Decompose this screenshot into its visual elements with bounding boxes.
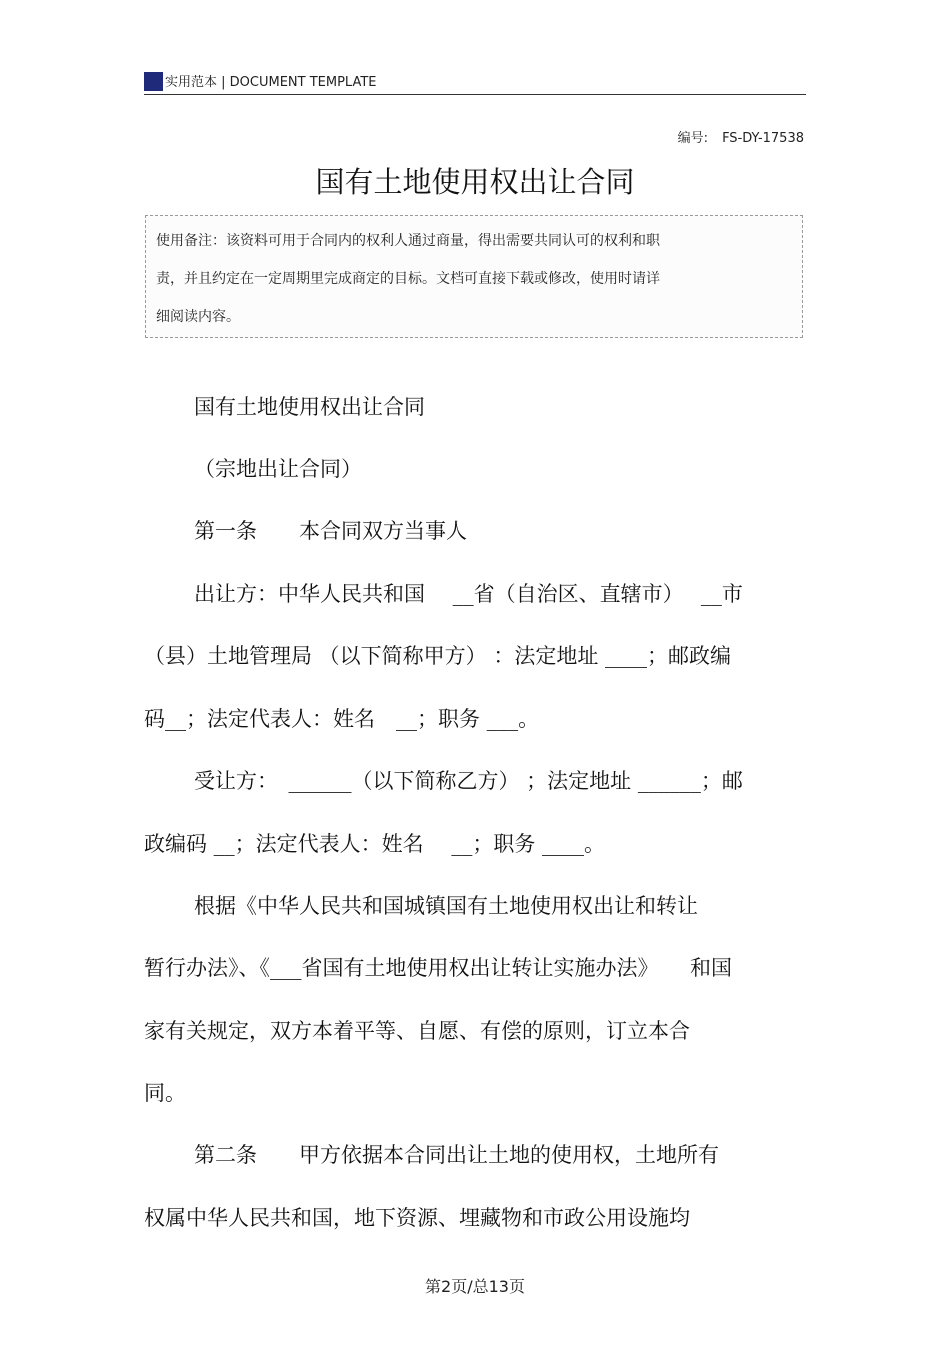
header-logo-square <box>144 72 163 91</box>
document-number-value: FS-DY-17538 <box>722 131 804 146</box>
document-title: 国有土地使用权出让合同 <box>315 165 635 199</box>
paragraph-line: 出让方：中华人民共和国 __省（自治区、直辖市） __市 <box>194 582 743 606</box>
contract-type: （宗地出让合同） <box>194 457 362 481</box>
paragraph-line: 受让方： ______（以下简称乙方） ；法定地址 ______；邮 <box>194 769 743 793</box>
page-indicator: 第2页/总13页 <box>425 1277 525 1296</box>
paragraph-line: （县）土地管理局 （以下简称甲方） ：法定地址 ____；邮政编 <box>144 644 732 668</box>
paragraph-line: 权属中华人民共和国，地下资源、埋藏物和市政公用设施均 <box>144 1206 690 1230</box>
document-number-label: 编号: <box>677 131 709 146</box>
paragraph-line: 家有关规定，双方本着平等、自愿、有偿的原则，订立本合 <box>144 1019 690 1043</box>
usage-notice-box <box>145 215 803 338</box>
article-heading: 第一条 本合同双方当事人 <box>194 519 467 543</box>
article-heading: 第二条 甲方依据本合同出让土地的使用权，土地所有 <box>194 1143 719 1167</box>
notice-line: 细阅读内容。 <box>156 309 240 325</box>
paragraph-line: 根据《中华人民共和国城镇国有土地使用权出让和转让 <box>194 894 698 918</box>
paragraph-line: 码__；法定代表人：姓名 __；职务 ___。 <box>144 707 540 731</box>
header-title: 实用范本 | DOCUMENT TEMPLATE <box>165 75 377 90</box>
page-header <box>144 68 806 95</box>
paragraph-line: 暂行办法》、《___省国有土地使用权出让转让实施办法》 和国 <box>144 956 732 980</box>
notice-line: 使用备注：该资料可用于合同内的权利人通过商量，得出需要共同认可的权利和职 <box>156 233 660 249</box>
paragraph-line: 同。 <box>144 1081 186 1105</box>
paragraph-line: 政编码 __；法定代表人：姓名 __；职务 ____。 <box>144 832 606 856</box>
notice-line: 责，并且约定在一定周期里完成商定的目标。文档可直接下载或修改，使用时请详 <box>156 271 660 287</box>
document-number <box>678 127 804 146</box>
contract-subtitle: 国有土地使用权出让合同 <box>194 395 425 419</box>
